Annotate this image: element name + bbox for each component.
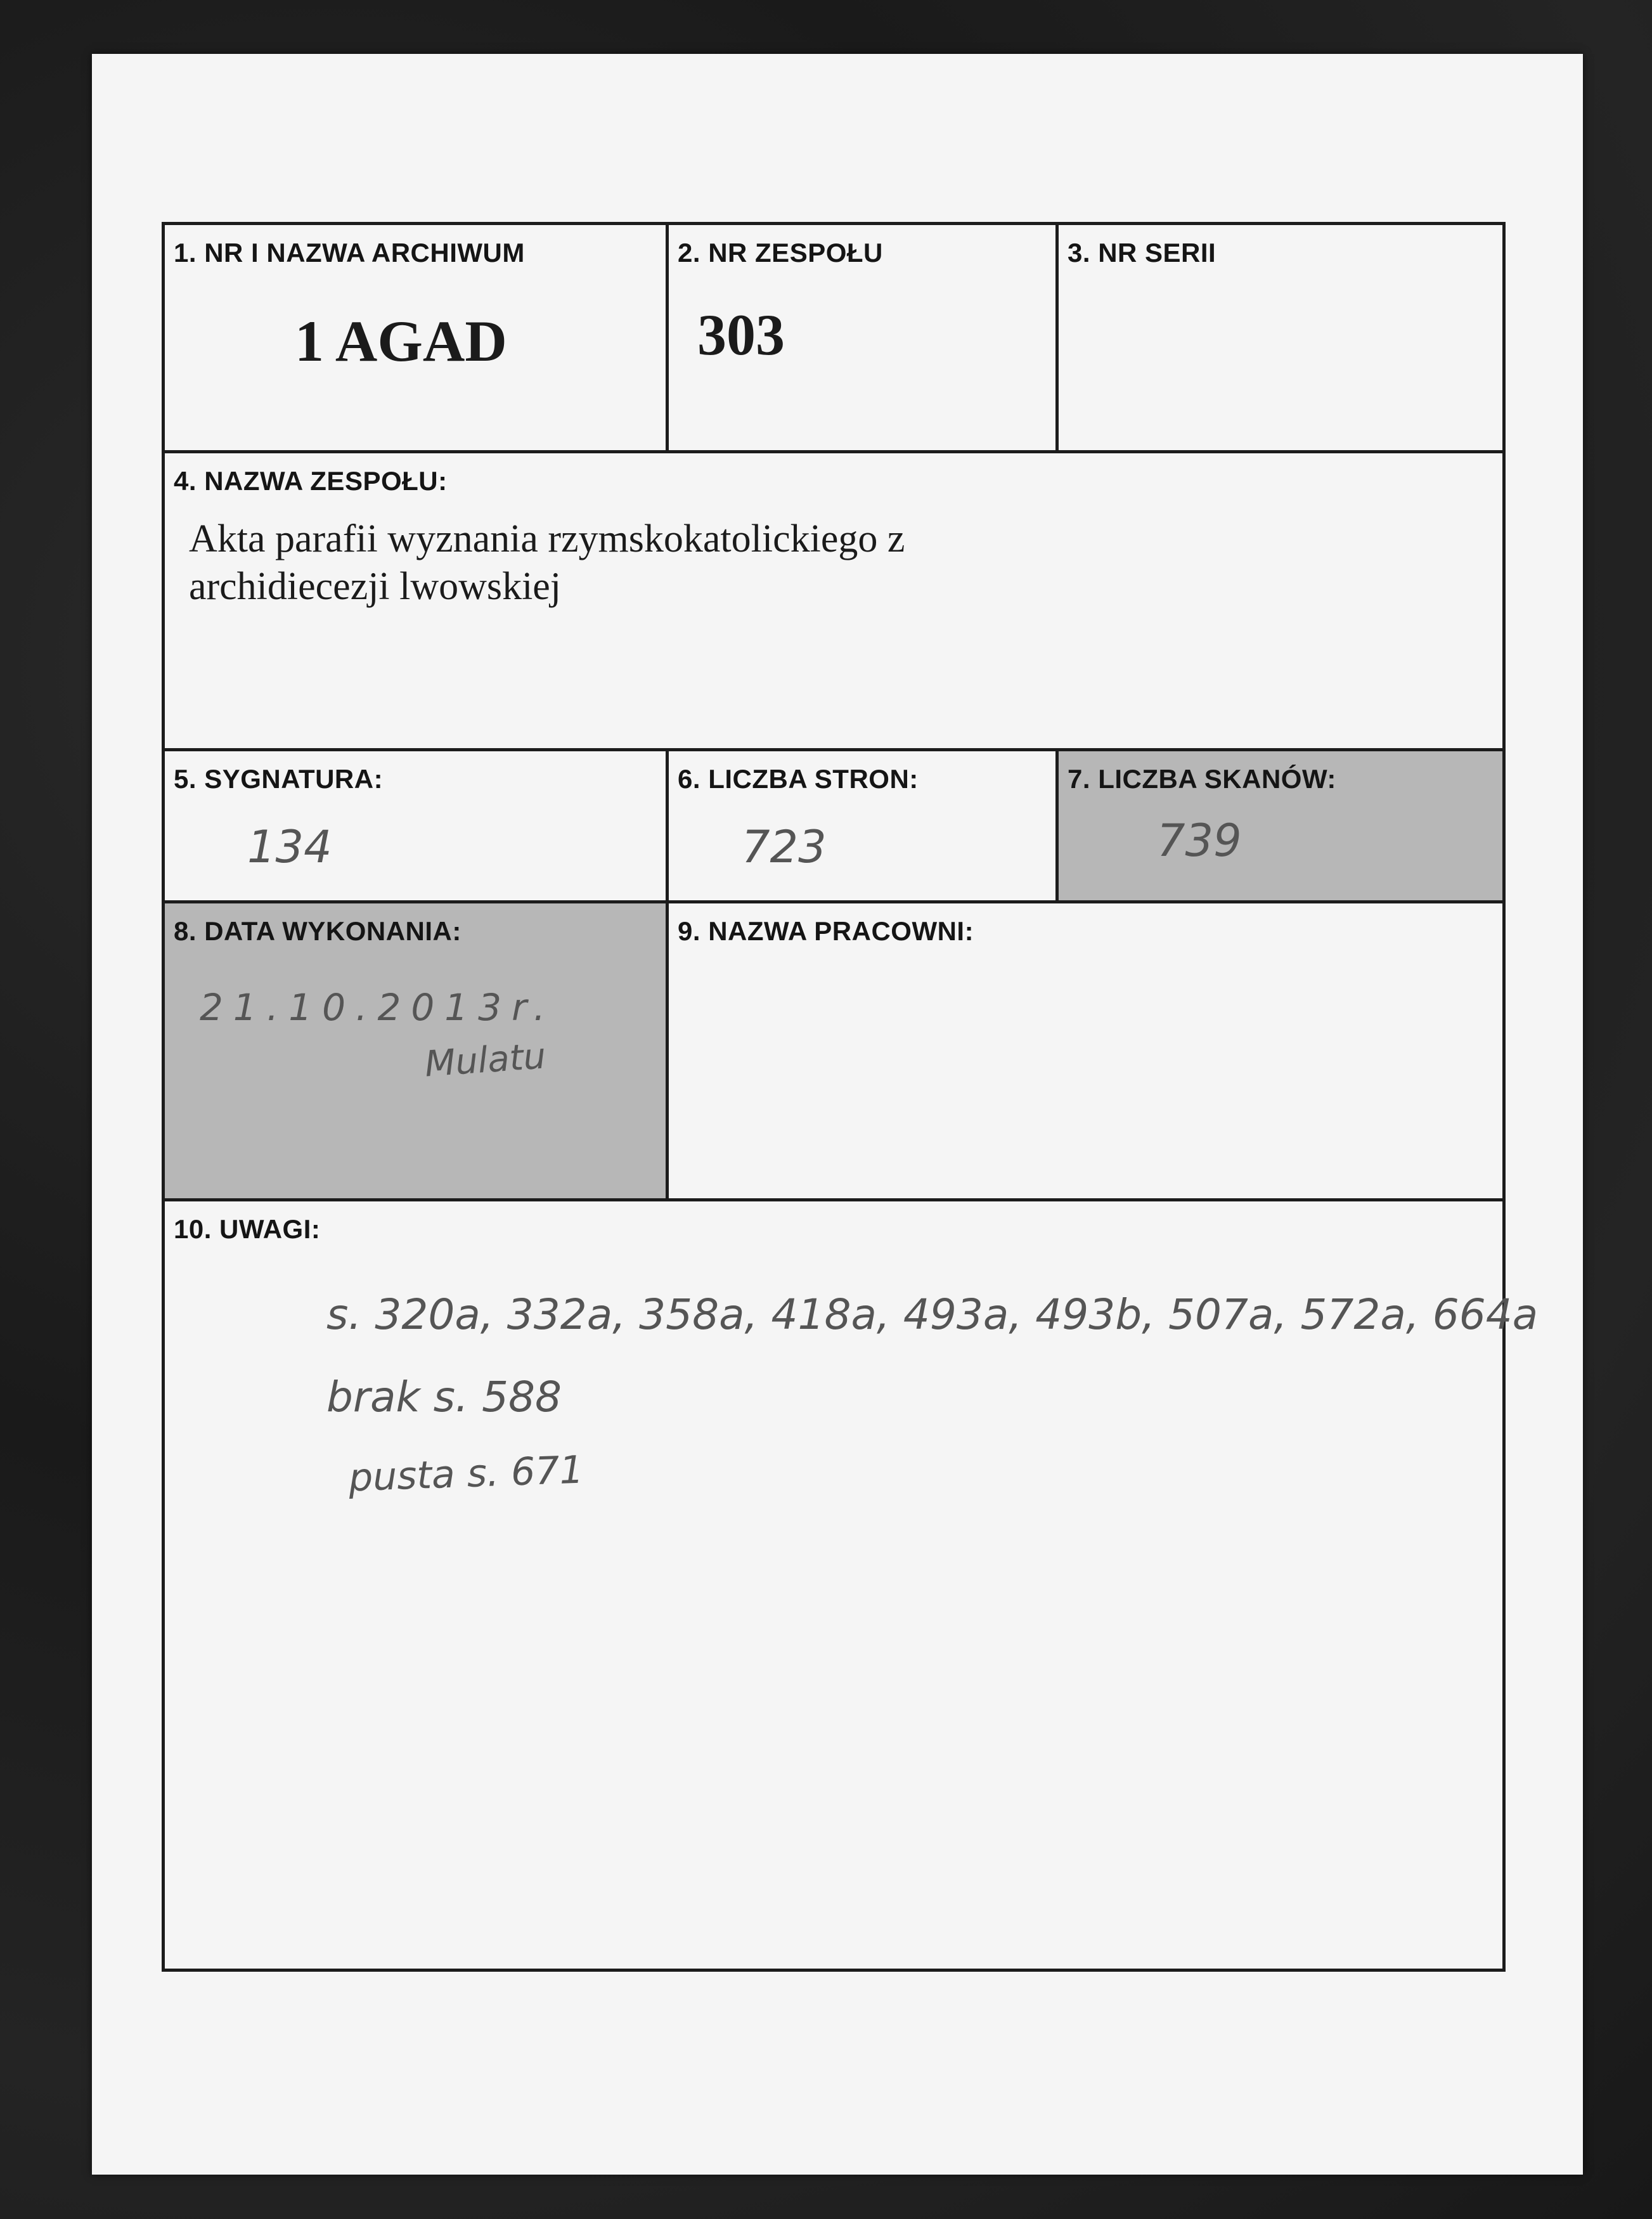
scan-count-label: 7. LICZBA SKANÓW: xyxy=(1068,764,1336,794)
signature-cell xyxy=(162,748,669,903)
page-count-cell xyxy=(666,748,1059,903)
fonds-name-label: 4. NAZWA ZESPOŁU: xyxy=(174,466,448,496)
handwritten-signature: Mulatu xyxy=(423,1035,548,1085)
scan-count-cell xyxy=(1055,748,1506,903)
archive-form-card xyxy=(92,54,1583,2175)
fonds-number-value: 303 xyxy=(697,302,785,367)
series-number-cell xyxy=(1055,222,1506,453)
archive-label: 1. NR I NAZWA ARCHIWUM xyxy=(174,238,525,268)
notes-line2: brak s. 588 xyxy=(326,1373,562,1421)
fonds-number-cell xyxy=(666,222,1059,453)
fonds-name-line1: Akta parafii wyznania rzymskokatolickiego z xyxy=(189,517,905,560)
archive-value: 1 AGAD xyxy=(295,309,507,373)
fonds-name-line2: archidiecezji lwowskiej xyxy=(189,565,562,608)
series-number-label: 3. NR SERII xyxy=(1068,238,1216,268)
notes-cell xyxy=(162,1198,1539,1972)
signature-value: 134 xyxy=(247,821,332,873)
page-count-value: 723 xyxy=(742,821,827,873)
fonds-name-cell xyxy=(162,450,1506,751)
scan-count-value: 739 xyxy=(1157,815,1242,867)
archive-cell xyxy=(162,222,669,453)
notes-label: 10. UWAGI: xyxy=(174,1214,321,1244)
notes-line1: s. 320a, 332a, 358a, 418a, 493a, 493b, 507a, 572a, 664a xyxy=(326,1290,1539,1339)
workshop-name-label: 9. NAZWA PRACOWNI: xyxy=(678,916,974,946)
fonds-number-label: 2. NR ZESPOŁU xyxy=(678,238,883,268)
notes-line3: pusta s. 671 xyxy=(347,1447,584,1501)
execution-date-value: 21.10.2013r. xyxy=(200,986,556,1029)
execution-date-cell xyxy=(162,900,669,1201)
execution-date-label: 8. DATA WYKONANIA: xyxy=(174,916,461,946)
workshop-name-cell xyxy=(666,900,1506,1201)
page-count-label: 6. LICZBA STRON: xyxy=(678,764,919,794)
signature-label: 5. SYGNATURA: xyxy=(174,764,384,794)
